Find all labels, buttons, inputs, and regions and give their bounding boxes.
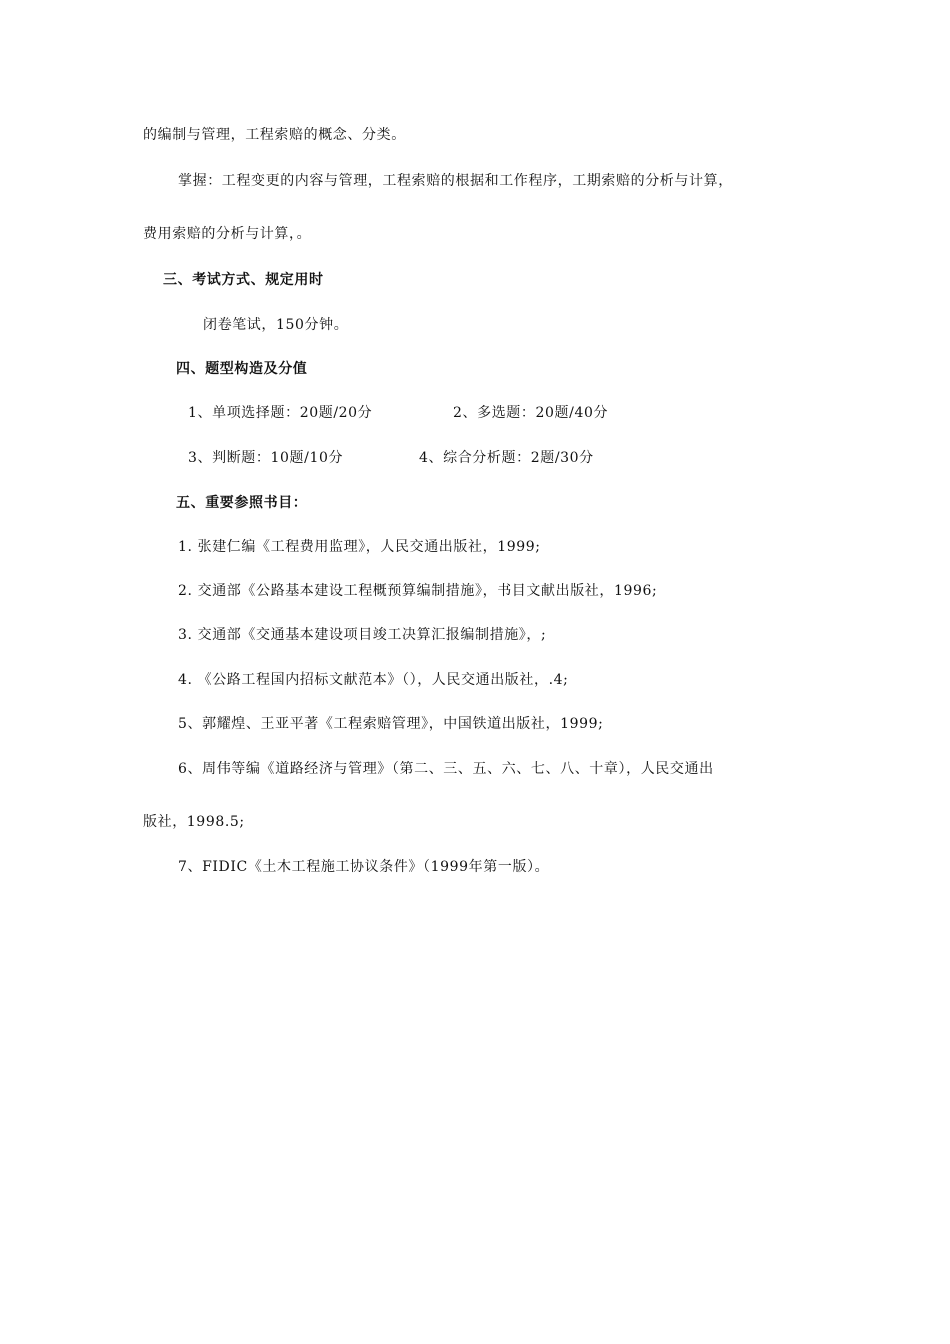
reference-item: 7、FIDIC《土木工程施工协议条件》（1999年第一版）。	[178, 859, 550, 875]
reference-item: 6、周伟等编《道路经济与管理》（第二、三、五、六、七、八、十章），人民交通出	[178, 761, 714, 777]
question-type-item: 4、综合分析题：2题/30分	[419, 450, 594, 466]
question-type-item: 3、判断题：10题/10分	[188, 450, 344, 466]
reference-item: 5、郭耀煌、王亚平著《工程索赔管理》，中国铁道出版社，1999;	[178, 716, 604, 732]
mastery-line-2: 费用索赔的分析与计算，。	[143, 226, 312, 242]
mastery-line-1: 掌握：工程变更的内容与管理，工程索赔的根据和工作程序，工期索赔的分析与计算，	[178, 173, 733, 189]
question-type-item: 2、多选题：20题/40分	[453, 405, 609, 421]
reference-item: 1. 张建仁编《工程费用监理》，人民交通出版社，1999;	[178, 539, 541, 555]
reference-item: 4. 《公路工程国内招标文献范本》（），人民交通出版社，.4;	[178, 672, 569, 688]
reference-item: 3. 交通部《交通基本建设项目竣工决算汇报编制措施》，;	[178, 627, 547, 643]
question-type-item: 1、单项选择题：20题/20分	[188, 405, 373, 421]
intro-line: 的编制与管理，工程索赔的概念、分类。	[143, 127, 406, 143]
section-5-heading: 五、重要参照书目：	[176, 495, 308, 511]
section-3-body: 闭卷笔试，150分钟。	[203, 317, 349, 333]
section-4-heading: 四、题型构造及分值	[176, 361, 308, 377]
reference-item: 2. 交通部《公路基本建设工程概预算编制措施》，书目文献出版社，1996;	[178, 583, 658, 599]
section-3-heading: 三、考试方式、规定用时	[163, 272, 324, 288]
reference-item-continuation: 版社，1998.5;	[143, 814, 245, 830]
